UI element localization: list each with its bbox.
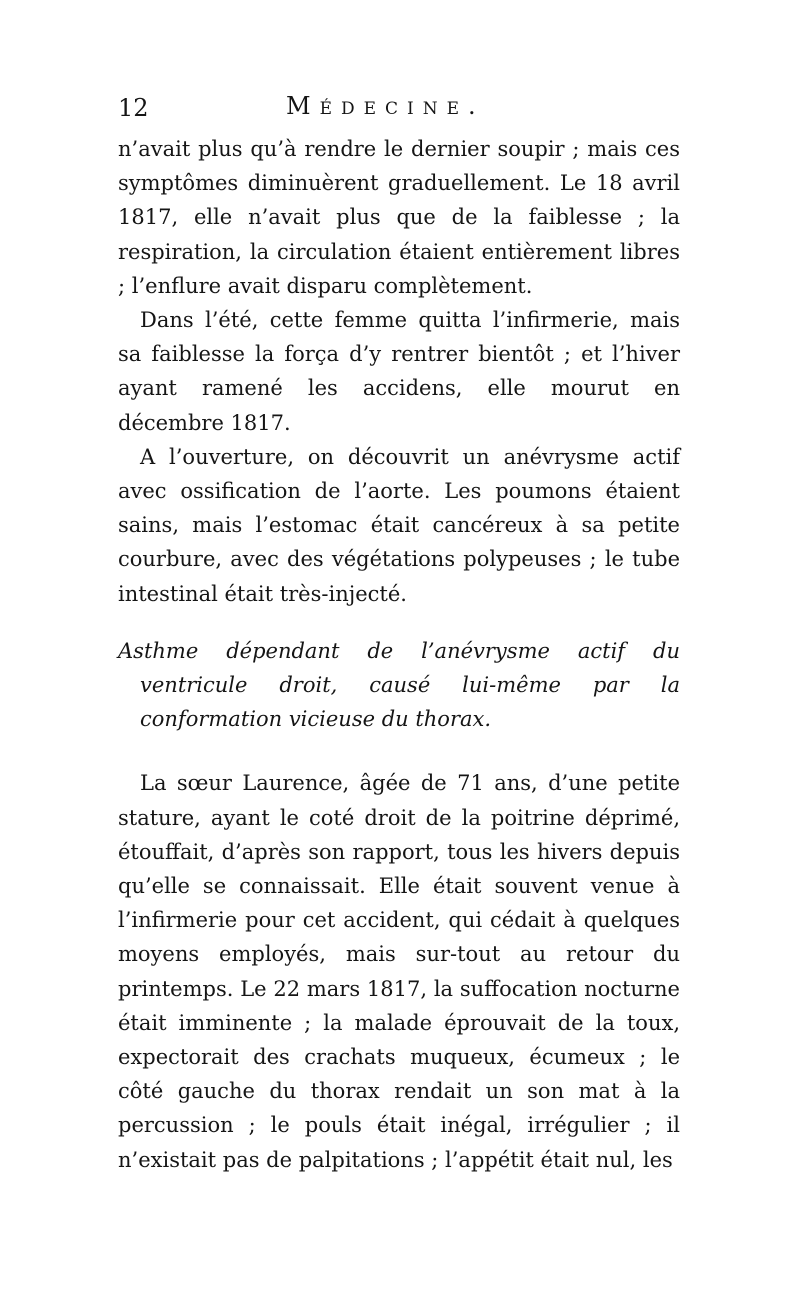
page-number: 12 (118, 94, 149, 122)
case-heading: Asthme dépendant de l’anévrysme actif du ventricule droit, causé lui-même par la conformation vicieuse du thorax. (118, 638, 680, 732)
paragraph-summer: Dans l’été, cette femme quitta l’infirmerie, mais sa faiblesse la força d’y rentrer bientôt ; et l’hiver ayant ramené les accidens, elle mourut en décembre 1817. (118, 308, 680, 435)
running-title: Médecine. (286, 92, 485, 120)
running-header (118, 88, 678, 128)
paragraph-case-laurence: La sœur Laurence, âgée de 71 ans, d’une petite stature, ayant le coté droit de la poitrine déprimé, étouffait, d’après son rapport, tous les hivers depuis qu’elle se connaissait. Elle était souvent venue à l’infirmerie pour cet accident, qui cédait à quelques moyens employés, mais sur-tout au retour du printemps. Le 22 mars 1817, la suffocation nocturne était imminente ; la malade éprouvait de la toux, expectorait des crachats muqueux, écumeux ; le côté gauche du thorax rendait un son mat à la percussion ; le pouls était inégal, irrégulier ; il n’existait pas de palpitations ; l’appétit était nul, les (118, 771, 680, 1172)
body-text (118, 132, 680, 1177)
paragraph-continuation: n’avait plus qu’à rendre le dernier soupir ; mais ces symptômes diminuèrent graduellement. Le 18 avril 1817, elle n’avait plus que de la faiblesse ; la respiration, la circulation étaient entièrement libres ; l’enflure avait disparu complètement. (118, 137, 680, 298)
paragraph-autopsy: A l’ouverture, on découvrit un anévrysme actif avec ossification de l’aorte. Les poumons étaient sains, mais l’estomac était cancéreux à sa petite courbure, avec des végétations polypeuses ; le tube intestinal était très-injecté. (118, 444, 680, 606)
